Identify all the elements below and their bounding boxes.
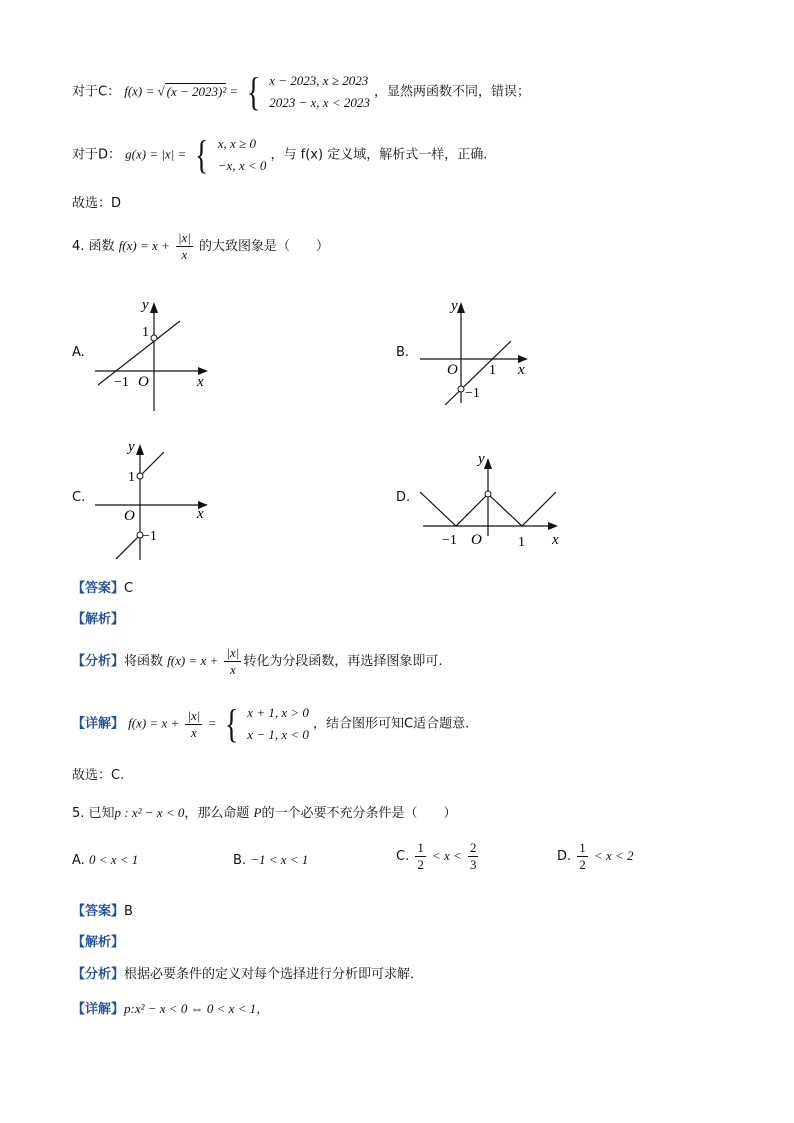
x-axis-label: x bbox=[197, 374, 204, 390]
svg-text:O: O bbox=[447, 362, 458, 378]
svg-text:1: 1 bbox=[142, 325, 149, 340]
graph-b[interactable] bbox=[415, 293, 545, 408]
option-b-label[interactable]: B. bbox=[396, 345, 410, 360]
svg-text:−1: −1 bbox=[142, 529, 157, 544]
svg-text:x: x bbox=[518, 362, 525, 378]
option-c[interactable]: C. $\frac{1}{2}$ < x < $\frac{2}{3}$ bbox=[396, 840, 477, 872]
svg-text:O: O bbox=[471, 532, 482, 548]
left-brace: { bbox=[246, 69, 261, 114]
svg-text:O: O bbox=[138, 374, 149, 390]
choice-line: 故选：D bbox=[72, 196, 122, 211]
svg-text:−1: −1 bbox=[465, 386, 480, 401]
svg-text:1: 1 bbox=[518, 535, 525, 548]
option-a[interactable]: A. 0 < x < 1 bbox=[72, 852, 139, 868]
answer-line: 【答案】C bbox=[72, 581, 134, 596]
graph-c[interactable] bbox=[90, 435, 220, 565]
option-c-label[interactable]: C. bbox=[72, 490, 86, 505]
svg-text:y: y bbox=[478, 451, 485, 467]
svg-text:O: O bbox=[124, 508, 135, 524]
graph-d[interactable] bbox=[418, 448, 568, 548]
line-option-c: 对于C： f(x) = √ (x − 2023)² = { x − 2023, x ≥ 2023 2023 − x, x < 2023 ，显然两函数不同，错误； bbox=[72, 69, 530, 114]
question-5-stem: 5. 已知p : x² − x < 0，那么命题 P的一个必要不充分条件是（ ） bbox=[72, 805, 457, 821]
left-brace: { bbox=[195, 132, 209, 177]
graph-a[interactable] bbox=[90, 293, 220, 418]
option-a-label[interactable]: A. bbox=[72, 345, 85, 360]
analysis-tag: 【解析】 bbox=[72, 935, 125, 950]
line-option-d: 对于D： g(x) = |x| = { x, x ≥ 0 −x, x < 0 ，与 f(x) 定义域，解析式一样，正确. bbox=[72, 132, 488, 177]
svg-text:y: y bbox=[128, 439, 135, 455]
question-4-stem: 4. 函数 f(x) = x + $\frac{|x|}{x}$ 的大致图象是（ ） bbox=[72, 230, 330, 262]
svg-text:−1: −1 bbox=[114, 375, 129, 390]
option-b[interactable]: B. −1 < x < 1 bbox=[233, 852, 309, 868]
answer-line: 【答案】B bbox=[72, 904, 133, 919]
option-d[interactable]: D. $\frac{1}{2}$ < x < 2 bbox=[557, 840, 634, 872]
option-d-label[interactable]: D. bbox=[396, 490, 411, 505]
svg-text:1: 1 bbox=[128, 470, 135, 485]
svg-text:y: y bbox=[451, 298, 458, 314]
choice-line: 故选：C. bbox=[72, 768, 125, 783]
q5-detail: 【详解】p:x² − x < 0 ⇔ 0 < x < 1， bbox=[72, 1001, 270, 1017]
analysis-tag: 【解析】 bbox=[72, 612, 125, 627]
y-axis-label: y bbox=[142, 297, 149, 313]
q5-analysis: 【分析】根据必要条件的定义对每个选择进行分析即可求解． bbox=[72, 967, 424, 982]
svg-text:−1: −1 bbox=[442, 533, 457, 548]
q4-analysis: 【分析】将函数 f(x) = x + $\frac{|x|}{x}$ 转化为分段函数，再选择图象即可. bbox=[72, 645, 443, 677]
svg-text:x: x bbox=[552, 532, 559, 548]
svg-text:1: 1 bbox=[489, 363, 496, 378]
svg-text:x: x bbox=[197, 506, 204, 522]
q4-detail: 【详解】 f(x) = x + $\frac{|x|}{x}$ = { x + 1, x > 0 x − 1, x < 0 ，结合图形可知C适合题意. bbox=[72, 701, 470, 746]
